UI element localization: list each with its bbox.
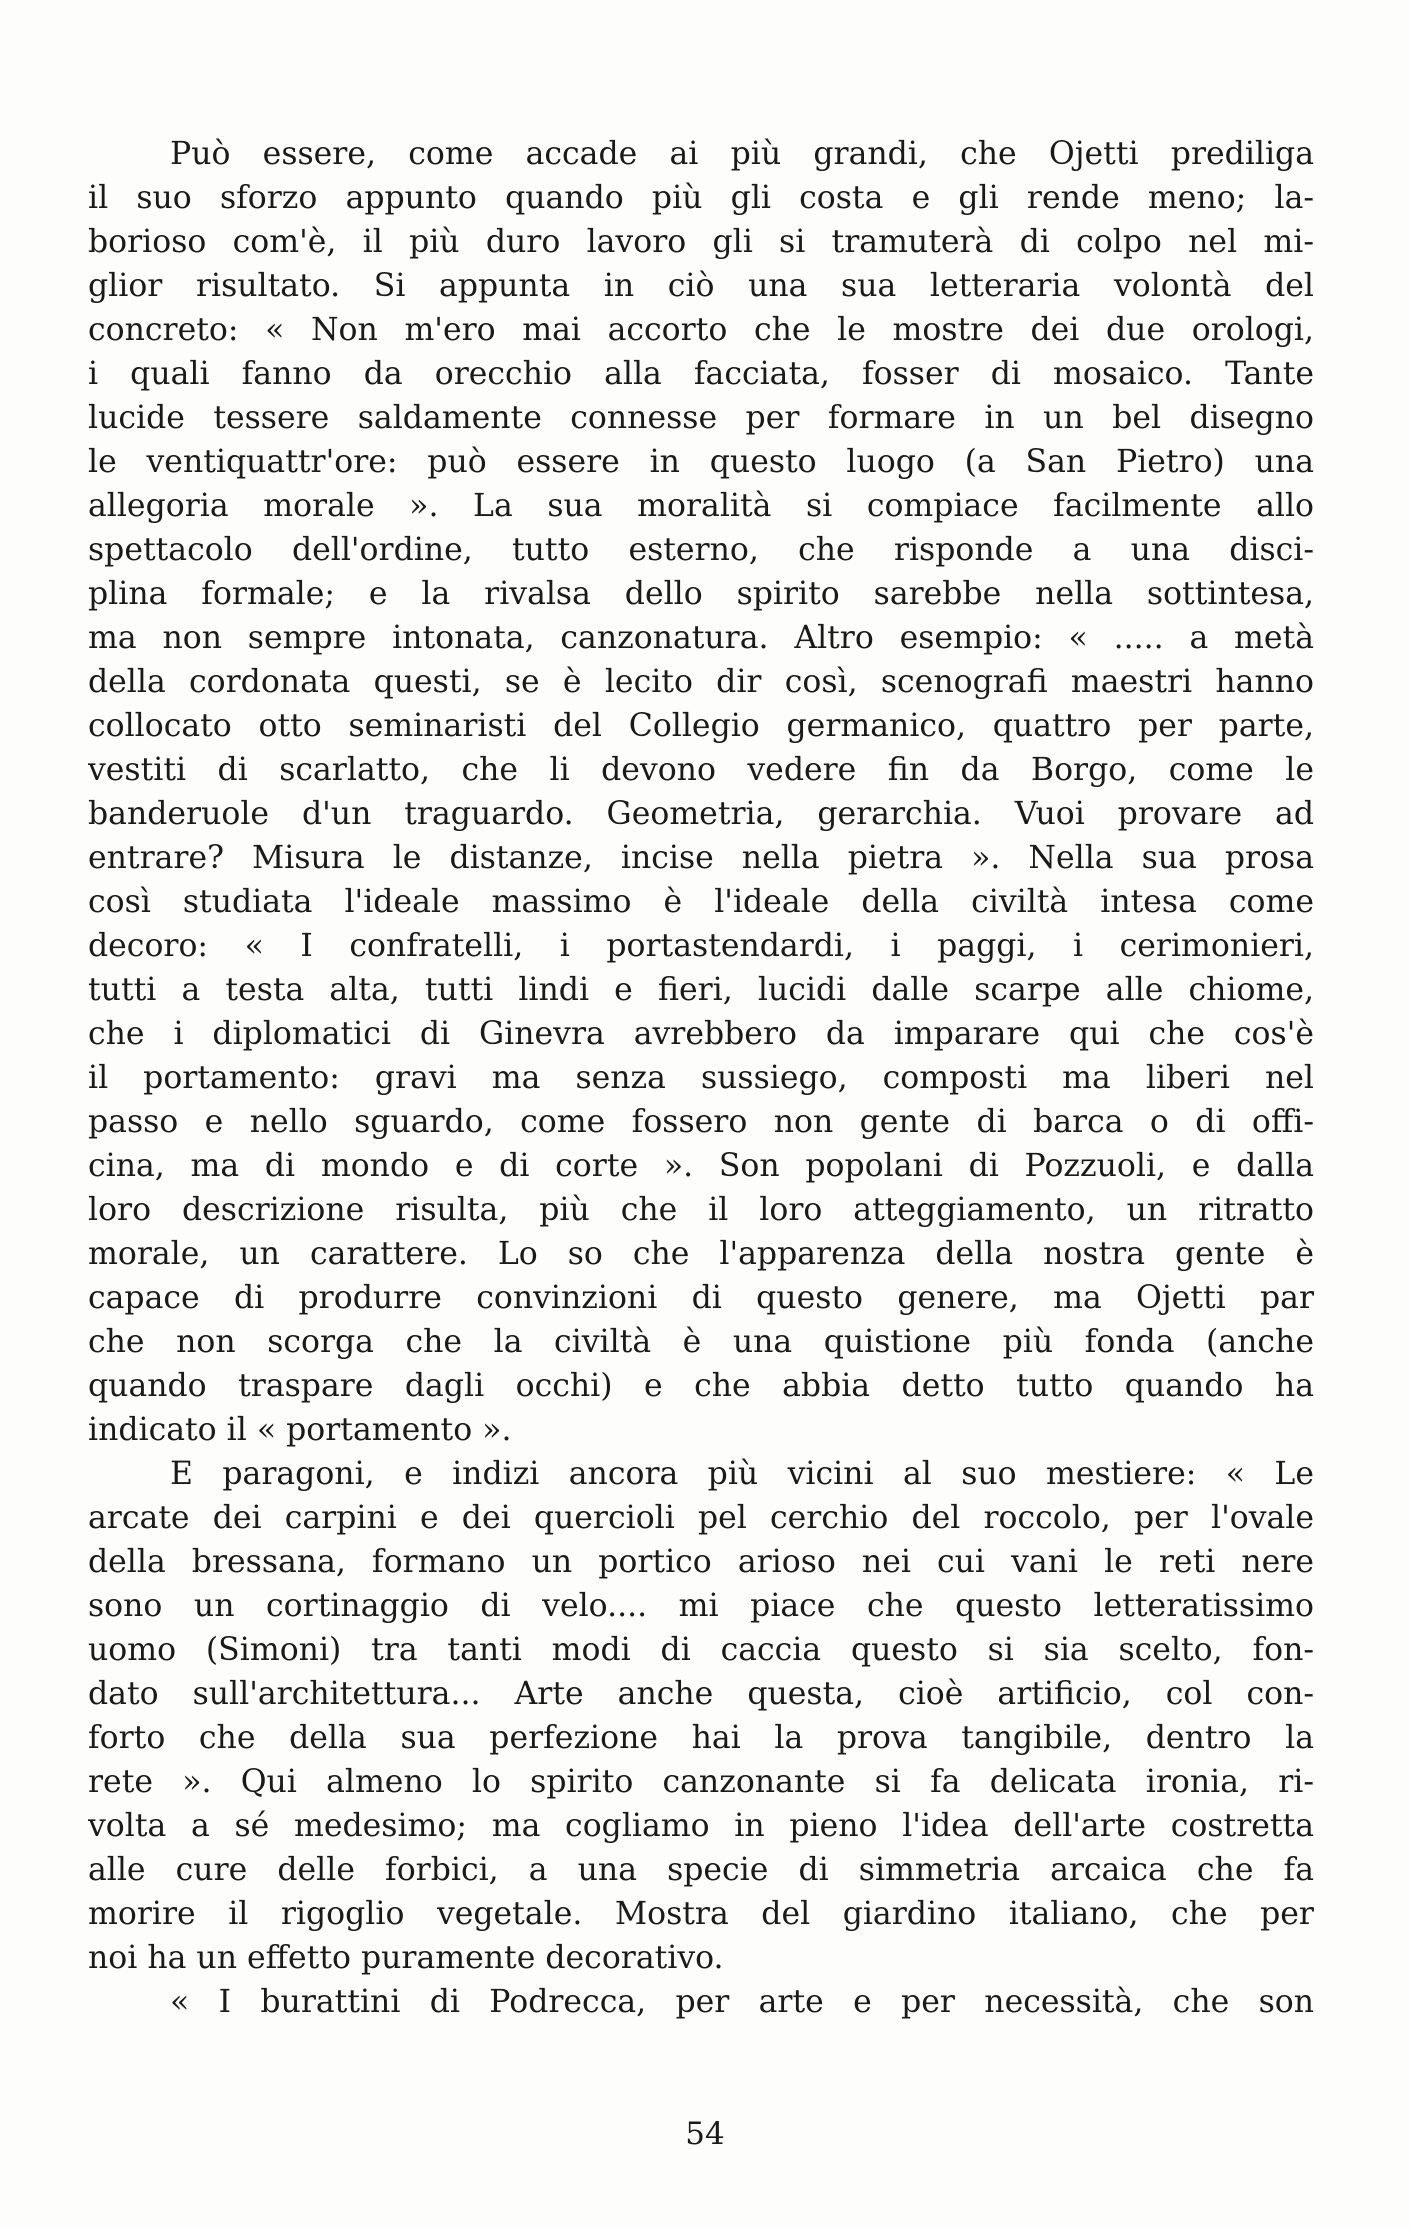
- text-line: che i diplomatici di Ginevra avrebbero da imparare qui che cos'è: [88, 1016, 1314, 1052]
- text-line: indicato il « portamento ».: [88, 1412, 512, 1448]
- text-line: decoro: « I confratelli, i portastendardi, i paggi, i cerimonieri,: [88, 928, 1314, 964]
- text-line: capace di produrre convinzioni di questo genere, ma Ojetti par: [88, 1280, 1314, 1316]
- text-line: passo e nello sguardo, come fossero non gente di barca o di offi-: [88, 1104, 1314, 1140]
- text-line: banderuole d'un traguardo. Geometria, gerarchia. Vuoi provare ad: [88, 796, 1314, 832]
- text-line: il portamento: gravi ma senza sussiego, composti ma liberi nel: [88, 1060, 1314, 1096]
- text-line: lucide tessere saldamente connesse per formare in un bel disegno: [88, 400, 1314, 436]
- text-line: dato sull'architettura... Arte anche questa, cioè artificio, col con-: [88, 1676, 1314, 1712]
- text-line: il suo sforzo appunto quando più gli costa e gli rende meno; la-: [88, 180, 1314, 216]
- text-line: le ventiquattr'ore: può essere in questo luogo (a San Pietro) una: [88, 444, 1314, 480]
- text-line: entrare? Misura le distanze, incise nella pietra ». Nella sua prosa: [88, 840, 1314, 876]
- text-line: collocato otto seminaristi del Collegio germanico, quattro per parte,: [88, 708, 1314, 744]
- text-line: della bressana, formano un portico arioso nei cui vani le reti nere: [88, 1544, 1314, 1580]
- text-line: sono un cortinaggio di velo.... mi piace che questo letteratissimo: [88, 1588, 1314, 1624]
- text-line: cina, ma di mondo e di corte ». Son popolani di Pozzuoli, e dalla: [88, 1148, 1314, 1184]
- text-line: concreto: « Non m'ero mai accorto che le mostre dei due orologi,: [88, 312, 1314, 348]
- text-line: borioso com'è, il più duro lavoro gli si tramuterà di colpo nel mi-: [88, 224, 1314, 260]
- text-line: noi ha un effetto puramente decorativo.: [88, 1940, 724, 1976]
- paragraph-3: [88, 1980, 1314, 2024]
- text-line: loro descrizione risulta, più che il loro atteggiamento, un ritratto: [88, 1192, 1314, 1228]
- text-line: E paragoni, e indizi ancora più vicini al suo mestiere: « Le: [170, 1456, 1314, 1492]
- text-line: uomo (Simoni) tra tanti modi di caccia questo si sia scelto, fon-: [88, 1632, 1314, 1668]
- text-line: « I burattini di Podrecca, per arte e per necessità, che son: [170, 1984, 1314, 2020]
- text-line: morale, un carattere. Lo so che l'apparenza della nostra gente è: [88, 1236, 1314, 1272]
- text-line: vestiti di scarlatto, che li devono vedere fin da Borgo, come le: [88, 752, 1314, 788]
- text-line: quando traspare dagli occhi) e che abbia detto tutto quando ha: [88, 1368, 1314, 1404]
- text-line: i quali fanno da orecchio alla facciata, fosser di mosaico. Tante: [88, 356, 1314, 392]
- text-line: plina formale; e la rivalsa dello spirito sarebbe nella sottintesa,: [88, 576, 1314, 612]
- text-line: arcate dei carpini e dei quercioli pel cerchio del roccolo, per l'ovale: [88, 1500, 1314, 1536]
- text-line: alle cure delle forbici, a una specie di simmetria arcaica che fa: [88, 1852, 1314, 1888]
- text-line: della cordonata questi, se è lecito dir così, scenografi maestri hanno: [88, 664, 1314, 700]
- text-line: così studiata l'ideale massimo è l'ideale della civiltà intesa come: [88, 884, 1314, 920]
- text-line: ma non sempre intonata, canzonatura. Altro esempio: « ..... a metà: [88, 620, 1314, 656]
- text-line: allegoria morale ». La sua moralità si compiace facilmente allo: [88, 488, 1314, 524]
- body-text: [88, 132, 1314, 2024]
- page-number: 54: [685, 2116, 725, 2152]
- text-line: morire il rigoglio vegetale. Mostra del giardino italiano, che per: [88, 1896, 1314, 1932]
- text-line: tutti a testa alta, tutti lindi e fieri, lucidi dalle scarpe alle chiome,: [88, 972, 1314, 1008]
- text-line: che non scorga che la civiltà è una quistione più fonda (anche: [88, 1324, 1314, 1360]
- text-line: spettacolo dell'ordine, tutto esterno, che risponde a una disci-: [88, 532, 1314, 568]
- text-line: glior risultato. Si appunta in ciò una sua letteraria volontà del: [88, 268, 1314, 304]
- text-line: volta a sé medesimo; ma cogliamo in pieno l'idea dell'arte costretta: [88, 1808, 1314, 1844]
- paragraph-2: [88, 1452, 1314, 1980]
- text-line: Può essere, come accade ai più grandi, che Ojetti prediliga: [170, 136, 1314, 172]
- text-line: rete ». Qui almeno lo spirito canzonante si fa delicata ironia, ri-: [88, 1764, 1314, 1800]
- paragraph-1: [88, 132, 1314, 1452]
- text-line: forto che della sua perfezione hai la prova tangibile, dentro la: [88, 1720, 1314, 1756]
